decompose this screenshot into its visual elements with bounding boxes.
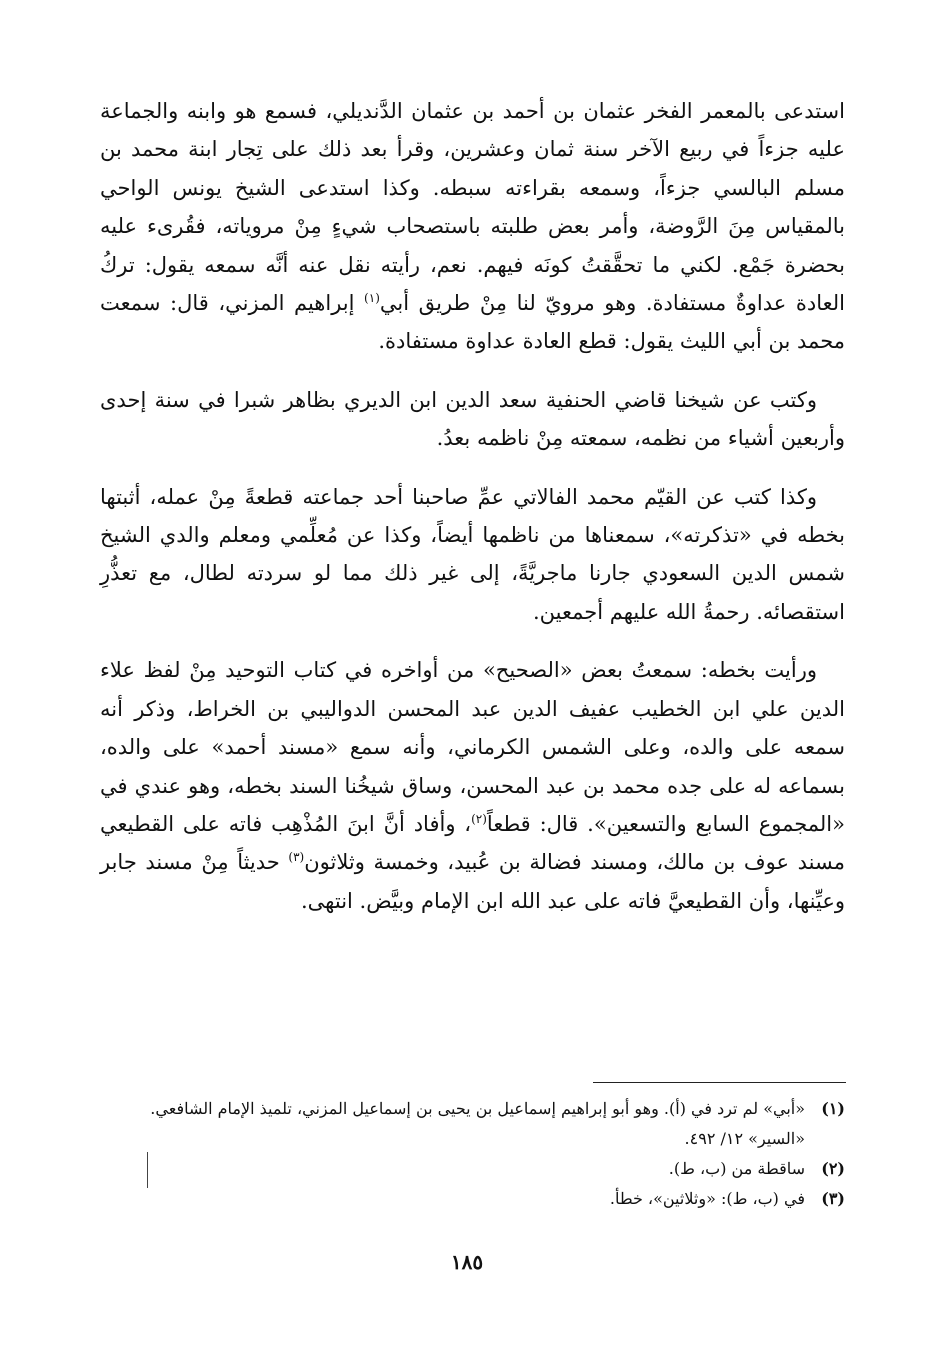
footnote-1-text: «أبي» لم ترد في (أ). وهو أبو إبراهيم إسماعيل بن يحيى بن إسماعيل المزني، تلميذ الإمام الشافعي. «السير» ١٢/ ٤٩٢.	[150, 1099, 805, 1148]
paragraph-1-tail: إبراهيم المزني، قال: سمعت محمد بن أبي الليث يقول: قطع العادة عداوة مستفادة.	[100, 291, 845, 354]
footnote-2	[100, 1154, 845, 1184]
paragraph-4-middle: ، وأفاد أنَّ ابنَ المُذْهِب فاته على القطيعي مسند عوف بن مالك، ومسند فضالة بن عُبيد، وخمسة وثلاثون	[100, 811, 845, 875]
paragraph-4-tail: حديثاً مِنْ مسند جابر وعيِّنها، وأن القطيعيَّ فاته على عبد الله ابن الإمام وبيَّض. انتهى.	[100, 850, 845, 913]
page-body	[100, 92, 845, 920]
paragraph-1-text: استدعى بالمعمر الفخر عثمان بن أحمد بن عثمان الدَّنديلي، فسمع هو وابنه والجماعة عليه جزءاً في ربيع الآخر سنة ثمان وعشرين، وقرأ بعد ذلك على تِجار ابنة محمد بن مسلم البالسي جزءاً، وسمعه بقراءته سبطه. وكذا استدعى الشيخ يونس الواحي بالمقياس مِنَ الرَّوضة، وأمر بعض طلبته باستصحاب شيءٍ مِنْ مروياته، فقُرىء عليه بحضرة جَمْع. لكني ما تحقَّقتُ كونَه فيهم. نعم، رأيته نقل عنه أنَّه سمعه يقول: تركُ العادة عداوةٌ مستفادة. وهو مرويّ لنا مِنْ طريق أبي	[100, 99, 845, 316]
footnote-3	[100, 1184, 845, 1214]
footnote-marker-3: (٣)	[288, 850, 305, 865]
footnote-2-text: ساقطة من (ب، ط).	[668, 1159, 805, 1178]
margin-mark	[147, 1152, 148, 1188]
footnote-marker-1: (١)	[364, 291, 380, 306]
paragraph-4-text: ورأيت بخطه: سمعتُ بعض «الصحيح» من أواخره في كتاب التوحيد مِنْ لفظ علاء الدين علي ابن الخطيب عفيف الدين عبد المحسن الدواليبي بن الخراط، وذكر أنه سمعه على والده، وعلى الشمس الكرماني، وأنه سمع «مسند أحمد» على والده، بسماعه له على جده محمد بن عبد المحسن، وساق شيخُنا السند بخطه، وهو عندي في «المجموع السابع والتسعين». قال: قطعاً	[100, 658, 845, 836]
page-number: ١٨٥	[450, 1250, 484, 1274]
footnote-1-number: (١)	[821, 1099, 845, 1118]
footnotes	[100, 1094, 845, 1214]
footnote-marker-2: (٢)	[471, 811, 487, 826]
footnote-1	[100, 1094, 845, 1154]
footnote-3-number: (٣)	[821, 1189, 845, 1208]
paragraph-3: وكذا كتب عن القيّم محمد الفالاتي عمِّ صاحبنا أحد جماعته قطعةً مِنْ عمله، أثبتها بخطه في «تذكرته»، سمعناها من ناظمها أيضاً، وكذا عن مُعلِّمي ومعلم والدي الشيخ شمس الدين السعودي جارنا ماجريَّةً، إلى غير ذلك مما لو سردته لطال، مع تعذُّرِ استقصائه. رحمةُ الله عليهم أجمعين.	[100, 484, 845, 624]
footnote-divider	[593, 1082, 846, 1083]
paragraph-2: وكتب عن شيخنا قاضي الحنفية سعد الدين ابن الديري بظاهر شبرا في سنة إحدى وأربعين أشياء من نظمه، سمعته مِنْ ناظمه بعدُ.	[100, 387, 845, 451]
footnote-3-text: في (ب، ط): «وثلاثين»، خطأ.	[609, 1189, 805, 1208]
paragraph-4	[100, 651, 845, 920]
footnote-2-number: (٢)	[821, 1159, 845, 1178]
paragraph-1	[100, 92, 845, 361]
